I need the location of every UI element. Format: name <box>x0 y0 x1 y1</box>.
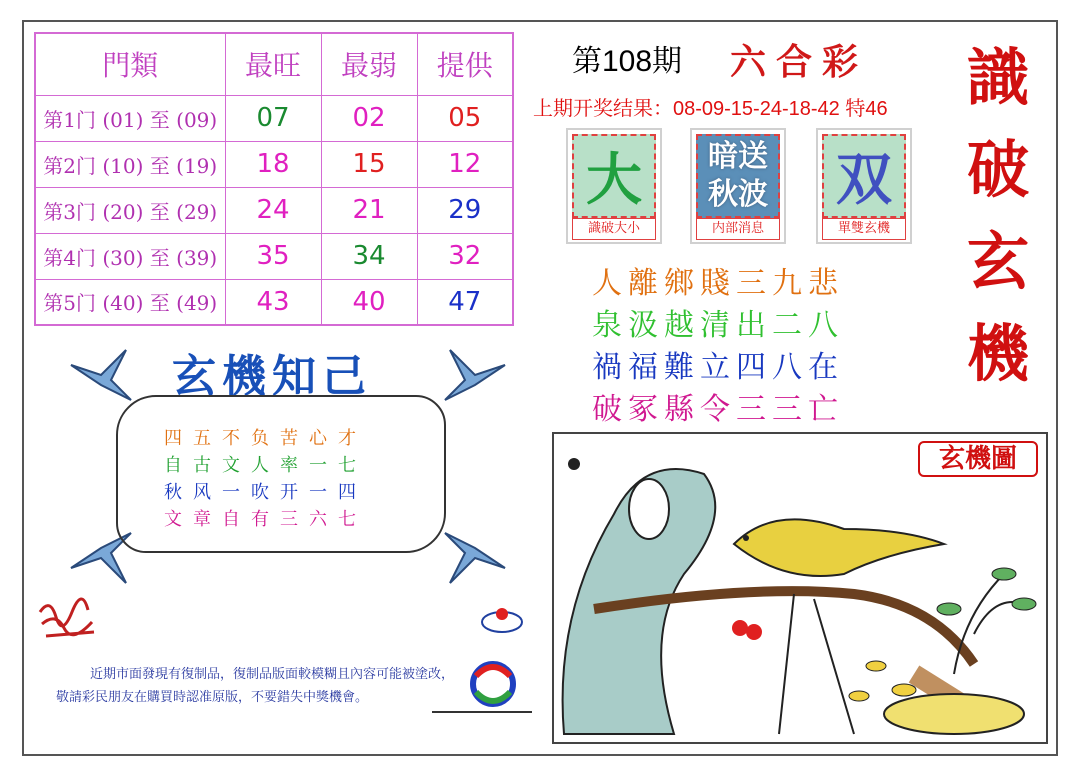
table-row <box>35 187 513 233</box>
door-label: 第1门 (01) 至 (09) <box>35 95 225 141</box>
header-max: 最旺 <box>225 33 321 95</box>
min-value: 15 <box>321 141 417 187</box>
vertical-title-char: 玄 <box>966 225 1029 298</box>
news-caption: 内部消息 <box>696 218 780 240</box>
last-result: 上期开奖结果：08-09-15-24-18-42 特46 <box>533 98 888 120</box>
ring-logo-icon <box>462 656 524 712</box>
odd-even-value: 双 <box>836 147 892 213</box>
min-value: 34 <box>321 233 417 279</box>
door-label: 第5门 (40) 至 (49) <box>35 279 225 325</box>
table-row <box>35 141 513 187</box>
size-box <box>566 128 662 244</box>
header-door: 門類 <box>35 33 225 95</box>
poem-line: 泉汲越清出二八 <box>592 308 844 343</box>
door-label: 第3门 (20) 至 (29) <box>35 187 225 233</box>
give-value: 29 <box>417 187 513 233</box>
poem-line: 破冢縣令三三亡 <box>592 392 844 427</box>
door-label: 第4门 (30) 至 (39) <box>35 233 225 279</box>
header-min: 最弱 <box>321 33 417 95</box>
max-value: 07 <box>225 95 321 141</box>
max-value: 43 <box>225 279 321 325</box>
inside-news-box <box>690 128 786 244</box>
vertical-title-char: 識 <box>966 41 1029 114</box>
scroll-row: 自古文人率一七 <box>164 455 367 476</box>
table-row <box>35 233 513 279</box>
brand-title: 六合彩 <box>730 41 869 83</box>
logo-icon <box>478 604 526 636</box>
table-row <box>35 95 513 141</box>
bird-branch-illustration <box>554 434 1046 742</box>
scroll-row: 文章自有三六七 <box>164 509 367 530</box>
vertical-title-char: 破 <box>966 133 1029 206</box>
scroll-row: 秋风一吹开一四 <box>164 482 367 503</box>
odd-even-box <box>816 128 912 244</box>
scroll-row: 四五不负苦心才 <box>164 428 367 449</box>
door-table <box>34 32 514 326</box>
bird-icon <box>66 345 136 405</box>
illustration-frame <box>552 432 1048 744</box>
max-value: 35 <box>225 233 321 279</box>
vertical-title <box>958 32 1038 400</box>
news-line-1: 暗送 <box>708 139 768 174</box>
give-value: 47 <box>417 279 513 325</box>
divider-line <box>432 711 532 713</box>
max-value: 18 <box>225 141 321 187</box>
bird-icon <box>440 528 510 588</box>
size-value: 大 <box>586 147 642 213</box>
vertical-title-char: 機 <box>966 317 1029 390</box>
min-value: 21 <box>321 187 417 233</box>
header-give: 提供 <box>417 33 513 95</box>
door-label: 第2门 (10) 至 (19) <box>35 141 225 187</box>
picture-tag: 玄機圖 <box>918 441 1038 477</box>
give-value: 12 <box>417 141 513 187</box>
poem-line: 人離鄉賤三九悲 <box>592 266 844 301</box>
notice-text: 近期市面發現有復制品，復制品版面較模糊且內容可能被塗改，敬請彩民朋友在購買時認准原版，不要錯失中獎機會。 <box>56 667 455 705</box>
give-value: 32 <box>417 233 513 279</box>
scroll-title: 玄機知己 <box>172 351 372 402</box>
poem-line: 禍福難立四八在 <box>592 350 844 385</box>
issue-number: 第108期 <box>572 45 683 78</box>
news-line-2: 秋波 <box>708 177 768 212</box>
odd-even-caption: 單雙玄機 <box>822 218 906 240</box>
bird-icon <box>440 345 510 405</box>
signature-scribble <box>36 592 100 642</box>
min-value: 40 <box>321 279 417 325</box>
table-header-row <box>35 33 513 95</box>
size-caption: 識破大小 <box>572 218 656 240</box>
max-value: 24 <box>225 187 321 233</box>
table-row <box>35 279 513 325</box>
give-value: 05 <box>417 95 513 141</box>
min-value: 02 <box>321 95 417 141</box>
